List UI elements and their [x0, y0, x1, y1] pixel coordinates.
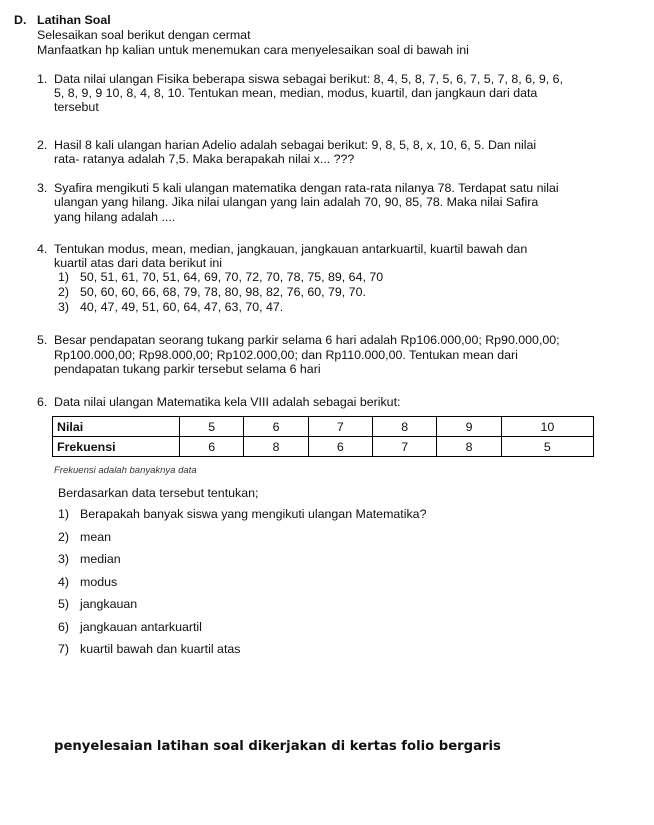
- q2-line-2: rata- ratanya adalah 7,5. Maka berapakah nilai x... ???: [54, 152, 355, 166]
- q4-sub-number: 2): [58, 285, 70, 299]
- q2-number: 2.: [37, 138, 48, 152]
- q4-number: 4.: [37, 242, 48, 256]
- q6-item-number: 2): [58, 530, 70, 544]
- q6-line-1: Data nilai ulangan Matematika kela VIII adalah sebagai berikut:: [54, 395, 401, 409]
- table-cell: 6: [180, 437, 244, 457]
- table-row: [53, 437, 594, 457]
- q5-line-1: Besar pendapatan seorang tukang parkir selama 6 hari adalah Rp106.000,00; Rp90.000,00;: [54, 333, 560, 347]
- q6-item-text: Berapakah banyak siswa yang mengikuti ulangan Matematika?: [80, 507, 427, 521]
- table-row: [53, 417, 594, 437]
- section-label: D.: [14, 13, 27, 27]
- q6-item-number: 1): [58, 507, 70, 521]
- q6-item-number: 6): [58, 620, 70, 634]
- q6-item-text: modus: [80, 575, 118, 589]
- q6-item-text: jangkauan antarkuartil: [80, 620, 202, 634]
- table-cell: 9: [437, 417, 501, 437]
- q1-line-3: tersebut: [54, 100, 99, 114]
- q6-item-text: kuartil bawah dan kuartil atas: [80, 642, 241, 656]
- q6-item-text: median: [80, 552, 121, 566]
- q6-item-number: 5): [58, 597, 70, 611]
- table-cell: 6: [244, 417, 308, 437]
- frequency-table: [52, 416, 594, 457]
- q5-line-2: Rp100.000,00; Rp98.000,00; Rp102.000,00; dan Rp110.000,00. Tentukan mean dari: [54, 348, 518, 362]
- q4-line-1: Tentukan modus, mean, median, jangkauan, jangkauan antarkuartil, kuartil bawah dan: [54, 242, 528, 256]
- footer-note: penyelesaian latihan soal dikerjakan di kertas folio bergaris: [54, 739, 501, 754]
- intro-line-1: Selesaikan soal berikut dengan cermat: [37, 28, 251, 42]
- q6-number: 6.: [37, 395, 48, 409]
- table-cell: 6: [308, 437, 372, 457]
- q5-number: 5.: [37, 333, 48, 347]
- q2-line-1: Hasil 8 kali ulangan harian Adelio adalah sebagai berikut: 9, 8, 5, 8, x, 10, 6, 5. Dan nilai: [54, 138, 537, 152]
- q1-number: 1.: [37, 72, 48, 86]
- table-cell: 10: [501, 417, 593, 437]
- q3-line-2: ulangan yang hilang. Jika nilai ulangan yang lain adalah 70, 90, 85, 78. Maka nilai Safira: [54, 195, 539, 209]
- q5-line-3: pendapatan tukang parkir tersebut selama 6 hari: [54, 362, 321, 376]
- q4-sub-text: 50, 51, 61, 70, 51, 64, 69, 70, 72, 70, 78, 75, 89, 64, 70: [80, 270, 384, 284]
- q3-line-3: yang hilang adalah ....: [54, 210, 176, 224]
- q6-item-number: 4): [58, 575, 70, 589]
- table-cell: 5: [180, 417, 244, 437]
- table-header-nilai: Nilai: [53, 417, 180, 437]
- table-cell: 5: [501, 437, 593, 457]
- section-title: Latihan Soal: [37, 13, 111, 27]
- q1-line-1: Data nilai ulangan Fisika beberapa siswa sebagai berikut: 8, 4, 5, 8, 7, 5, 6, 7, 5, 7, 8, 6, 9, 6,: [54, 72, 564, 86]
- q4-line-2: kuartil atas dari data berikut ini: [54, 256, 223, 270]
- q6-item-text: mean: [80, 530, 111, 544]
- table-cell: 7: [373, 437, 437, 457]
- q6-item-number: 7): [58, 642, 70, 656]
- intro-line-2: Manfaatkan hp kalian untuk menemukan cara menyelesaikan soal di bawah ini: [37, 43, 469, 57]
- q6-item-number: 3): [58, 552, 70, 566]
- table-cell: 8: [437, 437, 501, 457]
- q1-line-2: 5, 8, 9, 9 10, 8, 4, 8, 10. Tentukan mean, median, modus, kuartil, dan jangkaun dari data: [54, 86, 538, 100]
- table-caption: Frekuensi adalah banyaknya data: [54, 465, 197, 476]
- q3-line-1: Syafira mengikuti 5 kali ulangan matematika dengan rata-rata nilanya 78. Terdapat satu nilai: [54, 181, 559, 195]
- q6-prompt: Berdasarkan data tersebut tentukan;: [58, 486, 259, 500]
- q4-sub-number: 1): [58, 270, 70, 284]
- q4-sub-text: 50, 60, 60, 66, 68, 79, 78, 80, 98, 82, 76, 60, 79, 70.: [80, 285, 366, 299]
- table-cell: 8: [373, 417, 437, 437]
- q4-sub-text: 40, 47, 49, 51, 60, 64, 47, 63, 70, 47.: [80, 300, 284, 314]
- table-cell: 8: [244, 437, 308, 457]
- table-header-frekuensi: Frekuensi: [53, 437, 180, 457]
- q6-item-text: jangkauan: [80, 597, 138, 611]
- q3-number: 3.: [37, 181, 48, 195]
- q4-sub-number: 3): [58, 300, 70, 314]
- table-cell: 7: [308, 417, 372, 437]
